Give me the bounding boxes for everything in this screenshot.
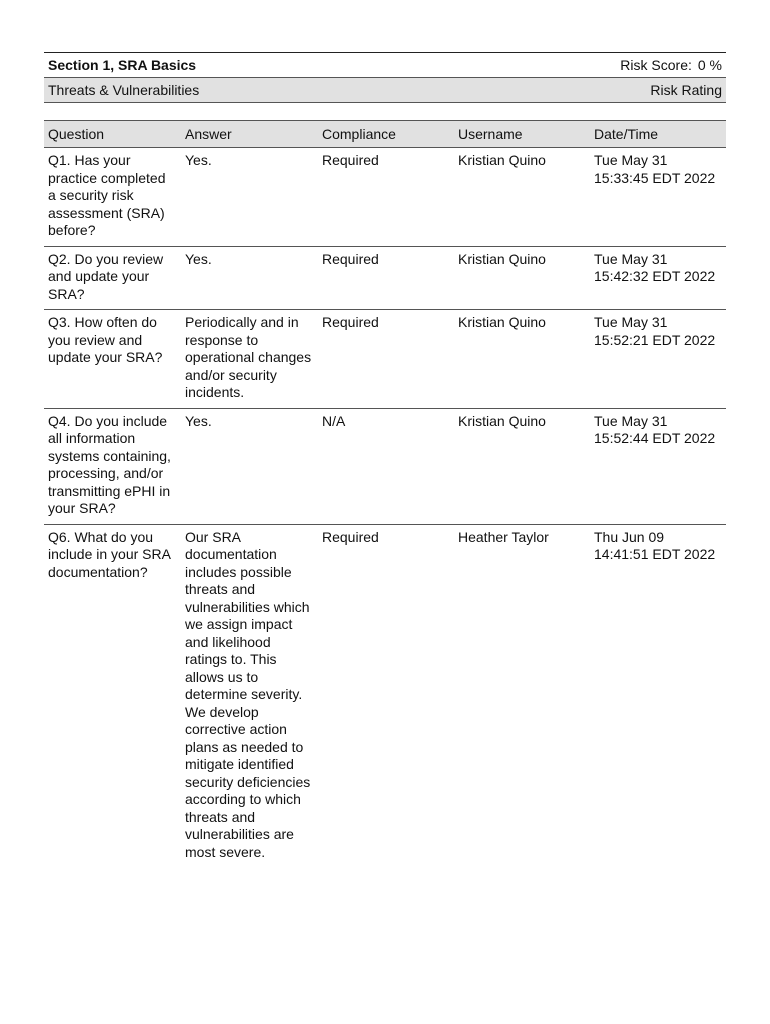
- cell-question: Q3. How often do you review and update your SRA?: [44, 310, 181, 409]
- cell-username: Kristian Quino: [454, 148, 590, 247]
- table-row: [44, 310, 726, 409]
- table-row: [44, 148, 726, 247]
- cell-compliance: N/A: [318, 408, 454, 524]
- risk-score-label: Risk Score:: [620, 57, 692, 73]
- category-title: Threats & Vulnerabilities: [48, 82, 200, 98]
- column-header-username: Username: [454, 121, 590, 148]
- cell-compliance: Required: [318, 310, 454, 409]
- cell-question: Q1. Has your practice completed a security risk assessment (SRA) before?: [44, 148, 181, 247]
- cell-answer: Yes.: [181, 246, 318, 310]
- cell-username: Kristian Quino: [454, 310, 590, 409]
- column-header-compliance: Compliance: [318, 121, 454, 148]
- questions-table: [44, 120, 726, 867]
- cell-datetime: Tue May 31 15:33:45 EDT 2022: [590, 148, 726, 247]
- column-header-answer: Answer: [181, 121, 318, 148]
- cell-question: Q4. Do you include all information systems containing, processing, and/or transmitting ePHI in your SRA?: [44, 408, 181, 524]
- column-header-question: Question: [44, 121, 181, 148]
- table-row: [44, 524, 726, 867]
- cell-datetime: Tue May 31 15:52:21 EDT 2022: [590, 310, 726, 409]
- cell-answer: Yes.: [181, 148, 318, 247]
- cell-datetime: Tue May 31 15:52:44 EDT 2022: [590, 408, 726, 524]
- risk-score-value: 0 %: [697, 57, 722, 73]
- cell-question: Q2. Do you review and update your SRA?: [44, 246, 181, 310]
- table-row: [44, 246, 726, 310]
- section-header: [44, 52, 726, 78]
- table-row: [44, 408, 726, 524]
- risk-rating-label: Risk Rating: [650, 82, 722, 98]
- cell-answer: Yes.: [181, 408, 318, 524]
- cell-compliance: Required: [322, 528, 379, 545]
- cell-answer: Periodically and in response to operational changes and/or security incidents.: [181, 310, 318, 409]
- cell-username: Heather Taylor: [458, 528, 549, 545]
- cell-answer: Our SRA documentation includes possible threats and vulnerabilities which we assign impact and likelihood ratings to. This allows us to determine severity. We develop corrective action plans as needed to mitigate identified security deficiencies according to which threats and vulnerabilities are most severe.: [185, 528, 311, 860]
- category-header: [44, 78, 726, 103]
- section-title: Section 1, SRA Basics: [48, 57, 197, 73]
- cell-username: Kristian Quino: [454, 408, 590, 524]
- cell-datetime: Thu Jun 09 14:41:51 EDT 2022: [594, 528, 716, 562]
- risk-score: [620, 57, 722, 73]
- cell-compliance: Required: [318, 246, 454, 310]
- table-header-row: [44, 121, 726, 148]
- cell-datetime: Tue May 31 15:42:32 EDT 2022: [590, 246, 726, 310]
- cell-username: Kristian Quino: [454, 246, 590, 310]
- column-header-datetime: Date/Time: [590, 121, 726, 148]
- cell-question: Q6. What do you include in your SRA documentation?: [48, 528, 171, 580]
- cell-compliance: Required: [318, 148, 454, 247]
